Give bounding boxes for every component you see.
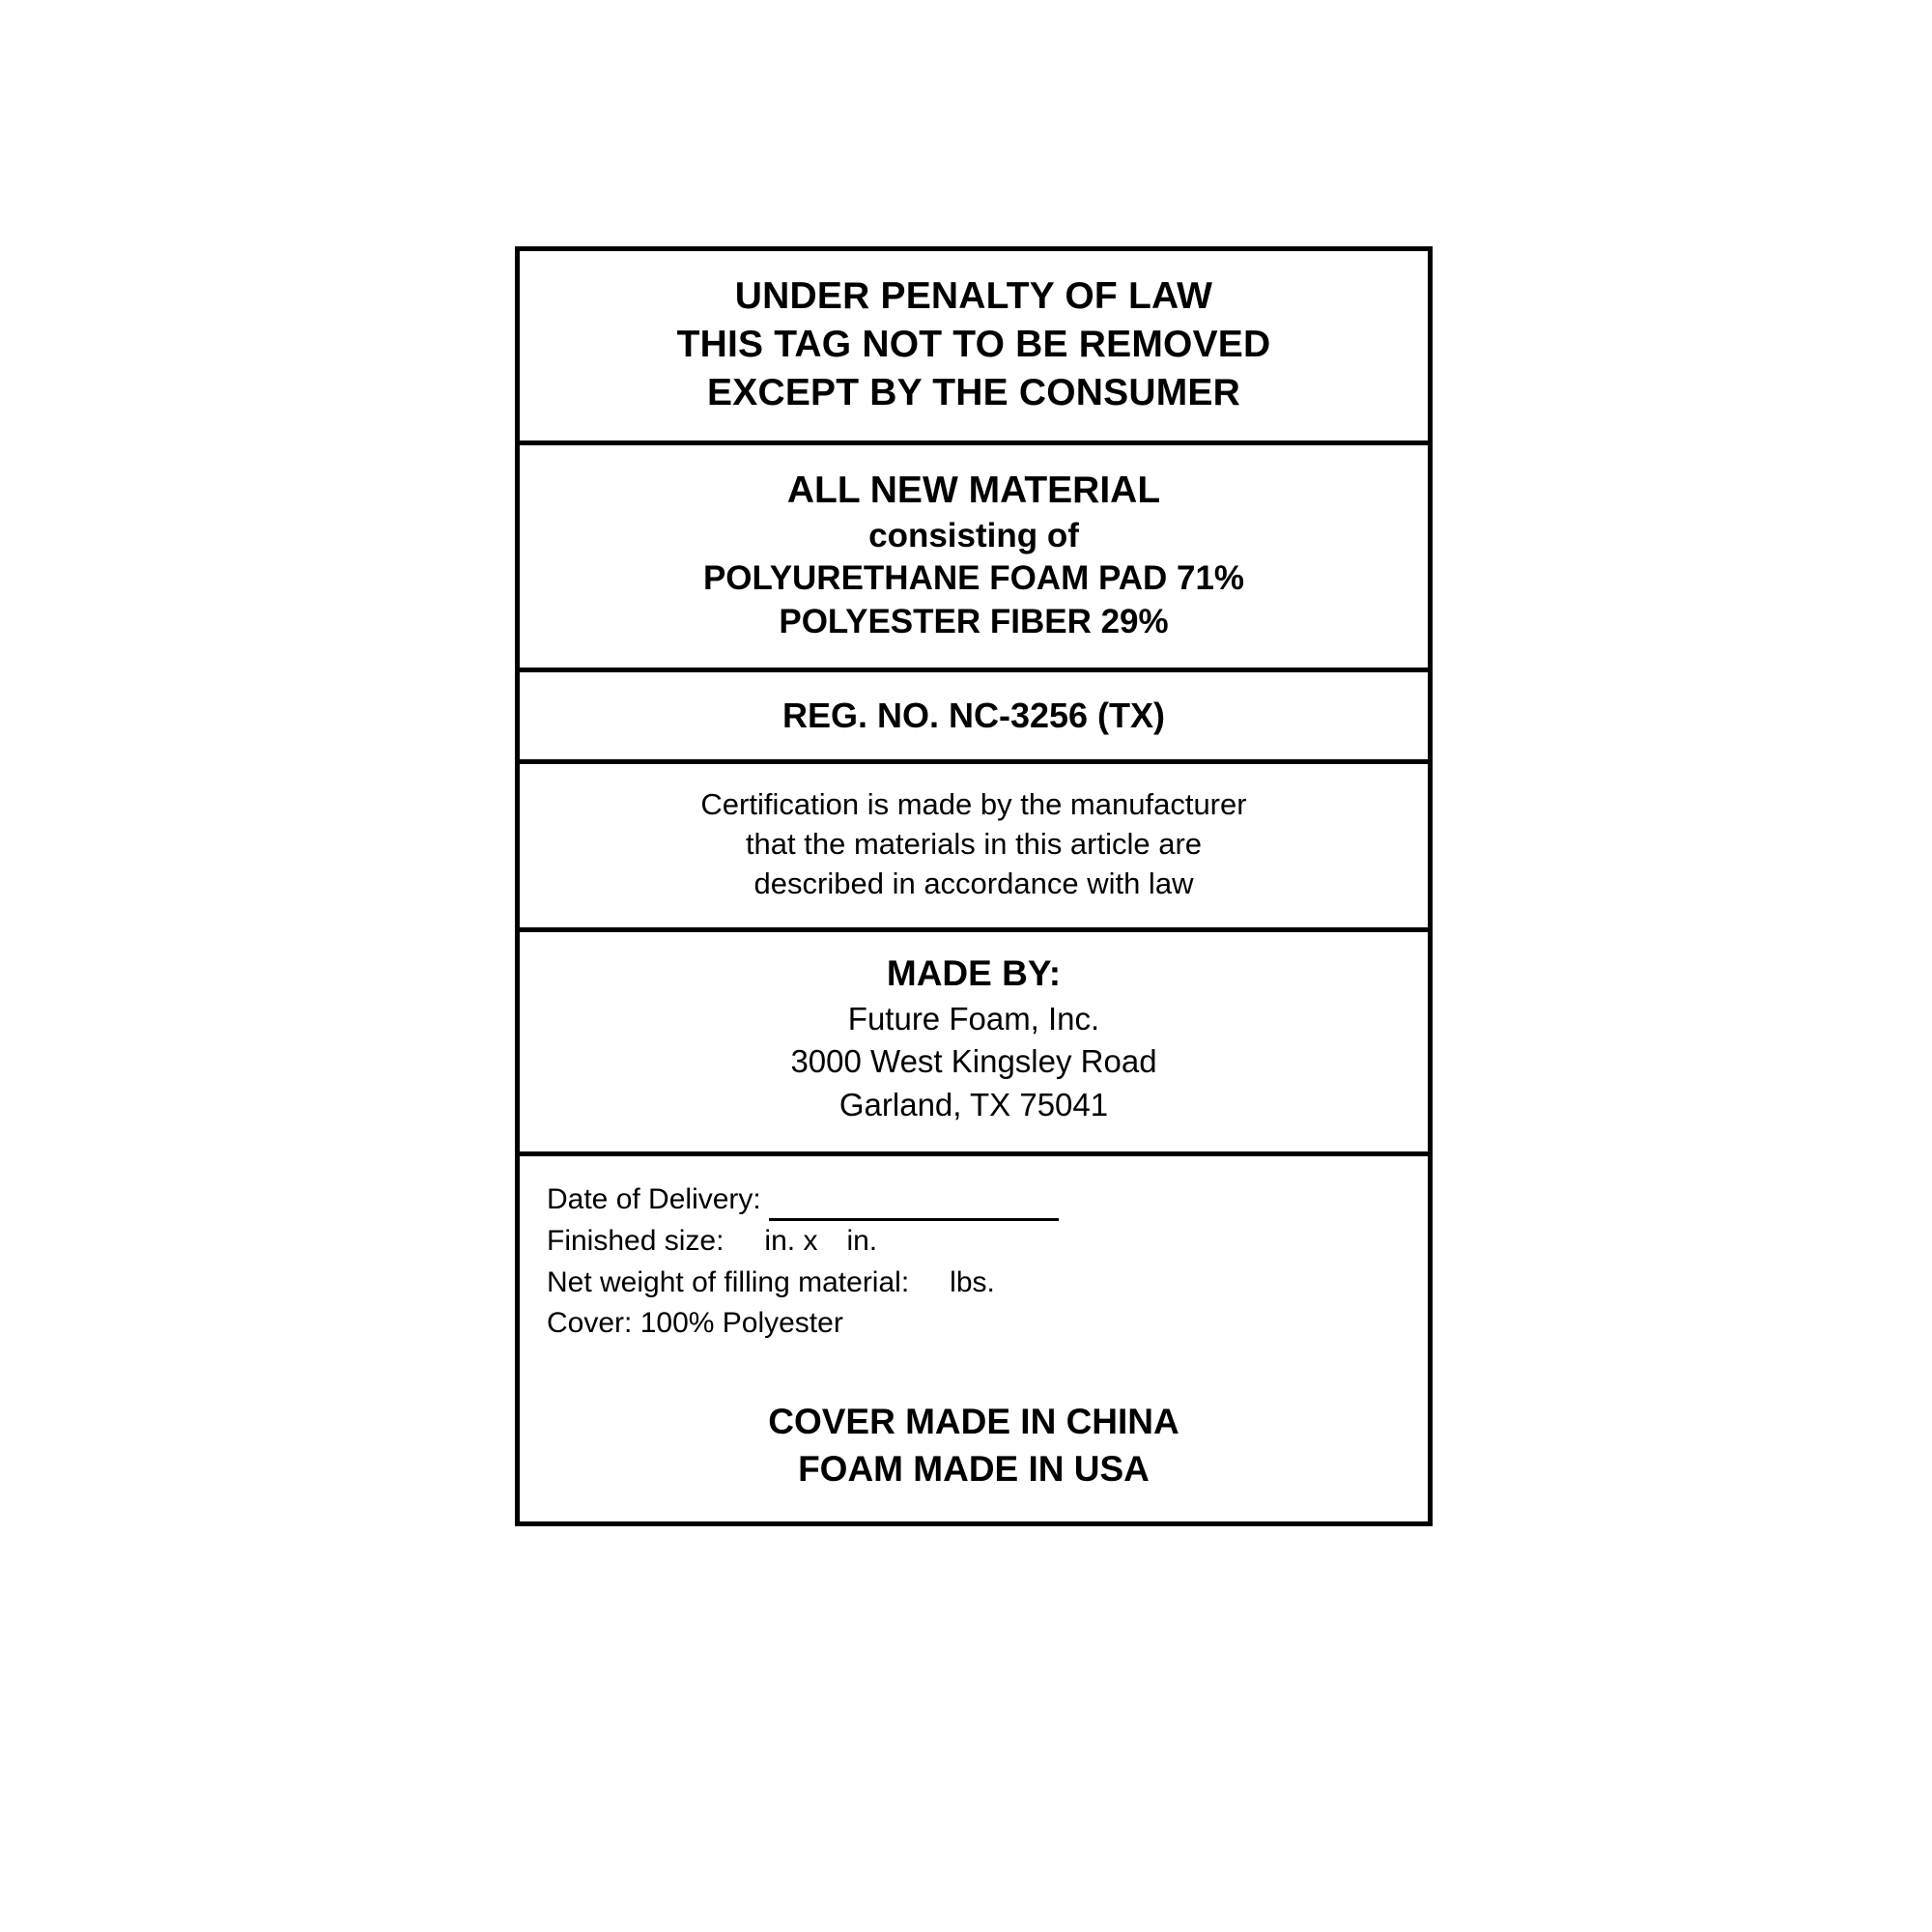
penalty-line-1: UNDER PENALTY OF LAW <box>734 275 1213 317</box>
registration-section <box>520 672 1428 764</box>
made-by-heading: MADE BY: <box>886 952 1062 993</box>
manufacturer-city-state-zip: Garland, TX 75041 <box>838 1086 1109 1122</box>
penalty-section <box>520 251 1428 445</box>
material-component-1: POLYURETHANE FOAM PAD 71% <box>702 559 1245 598</box>
material-heading: ALL NEW MATERIAL <box>786 469 1161 511</box>
manufacturer-street: 3000 West Kingsley Road <box>790 1043 1157 1080</box>
net-weight-row <box>547 1263 1428 1304</box>
certification-section <box>520 764 1428 932</box>
net-weight-label: Net weight of filling material: <box>547 1265 910 1298</box>
penalty-line-3: EXCEPT BY THE CONSUMER <box>707 371 1240 413</box>
date-of-delivery-label: Date of Delivery: <box>547 1183 761 1216</box>
law-tag <box>515 246 1433 1526</box>
date-of-delivery-row <box>547 1179 1428 1221</box>
finished-size-unit-2: in. <box>846 1225 878 1258</box>
material-component-2: POLYESTER FIBER 29% <box>779 603 1169 641</box>
origin-section <box>520 1399 1428 1493</box>
details-fields <box>520 1179 1428 1344</box>
material-subheading: consisting of <box>868 516 1079 554</box>
details-section <box>520 1156 1428 1521</box>
material-section <box>520 445 1428 672</box>
finished-size-row <box>547 1221 1428 1263</box>
date-of-delivery-input[interactable] <box>769 1193 1059 1221</box>
finished-size-unit-1: in. x <box>764 1225 818 1258</box>
cover-row <box>547 1303 1428 1345</box>
certification-line-3: described in accordance with law <box>753 866 1194 900</box>
origin-line-1: COVER MADE IN CHINA <box>768 1401 1179 1441</box>
finished-size-label: Finished size: <box>547 1225 724 1258</box>
net-weight-unit: lbs. <box>950 1265 995 1298</box>
made-by-section <box>520 932 1428 1157</box>
origin-line-2: FOAM MADE IN USA <box>798 1448 1150 1489</box>
registration-number: REG. NO. NC-3256 (TX) <box>781 696 1166 736</box>
manufacturer-name: Future Foam, Inc. <box>847 1000 1100 1037</box>
penalty-line-2: THIS TAG NOT TO BE REMOVED <box>676 323 1271 365</box>
cover-label: Cover: 100% Polyester <box>547 1307 843 1340</box>
certification-line-2: that the materials in this article are <box>745 827 1203 861</box>
certification-line-1: Certification is made by the manufacturer <box>700 787 1247 822</box>
